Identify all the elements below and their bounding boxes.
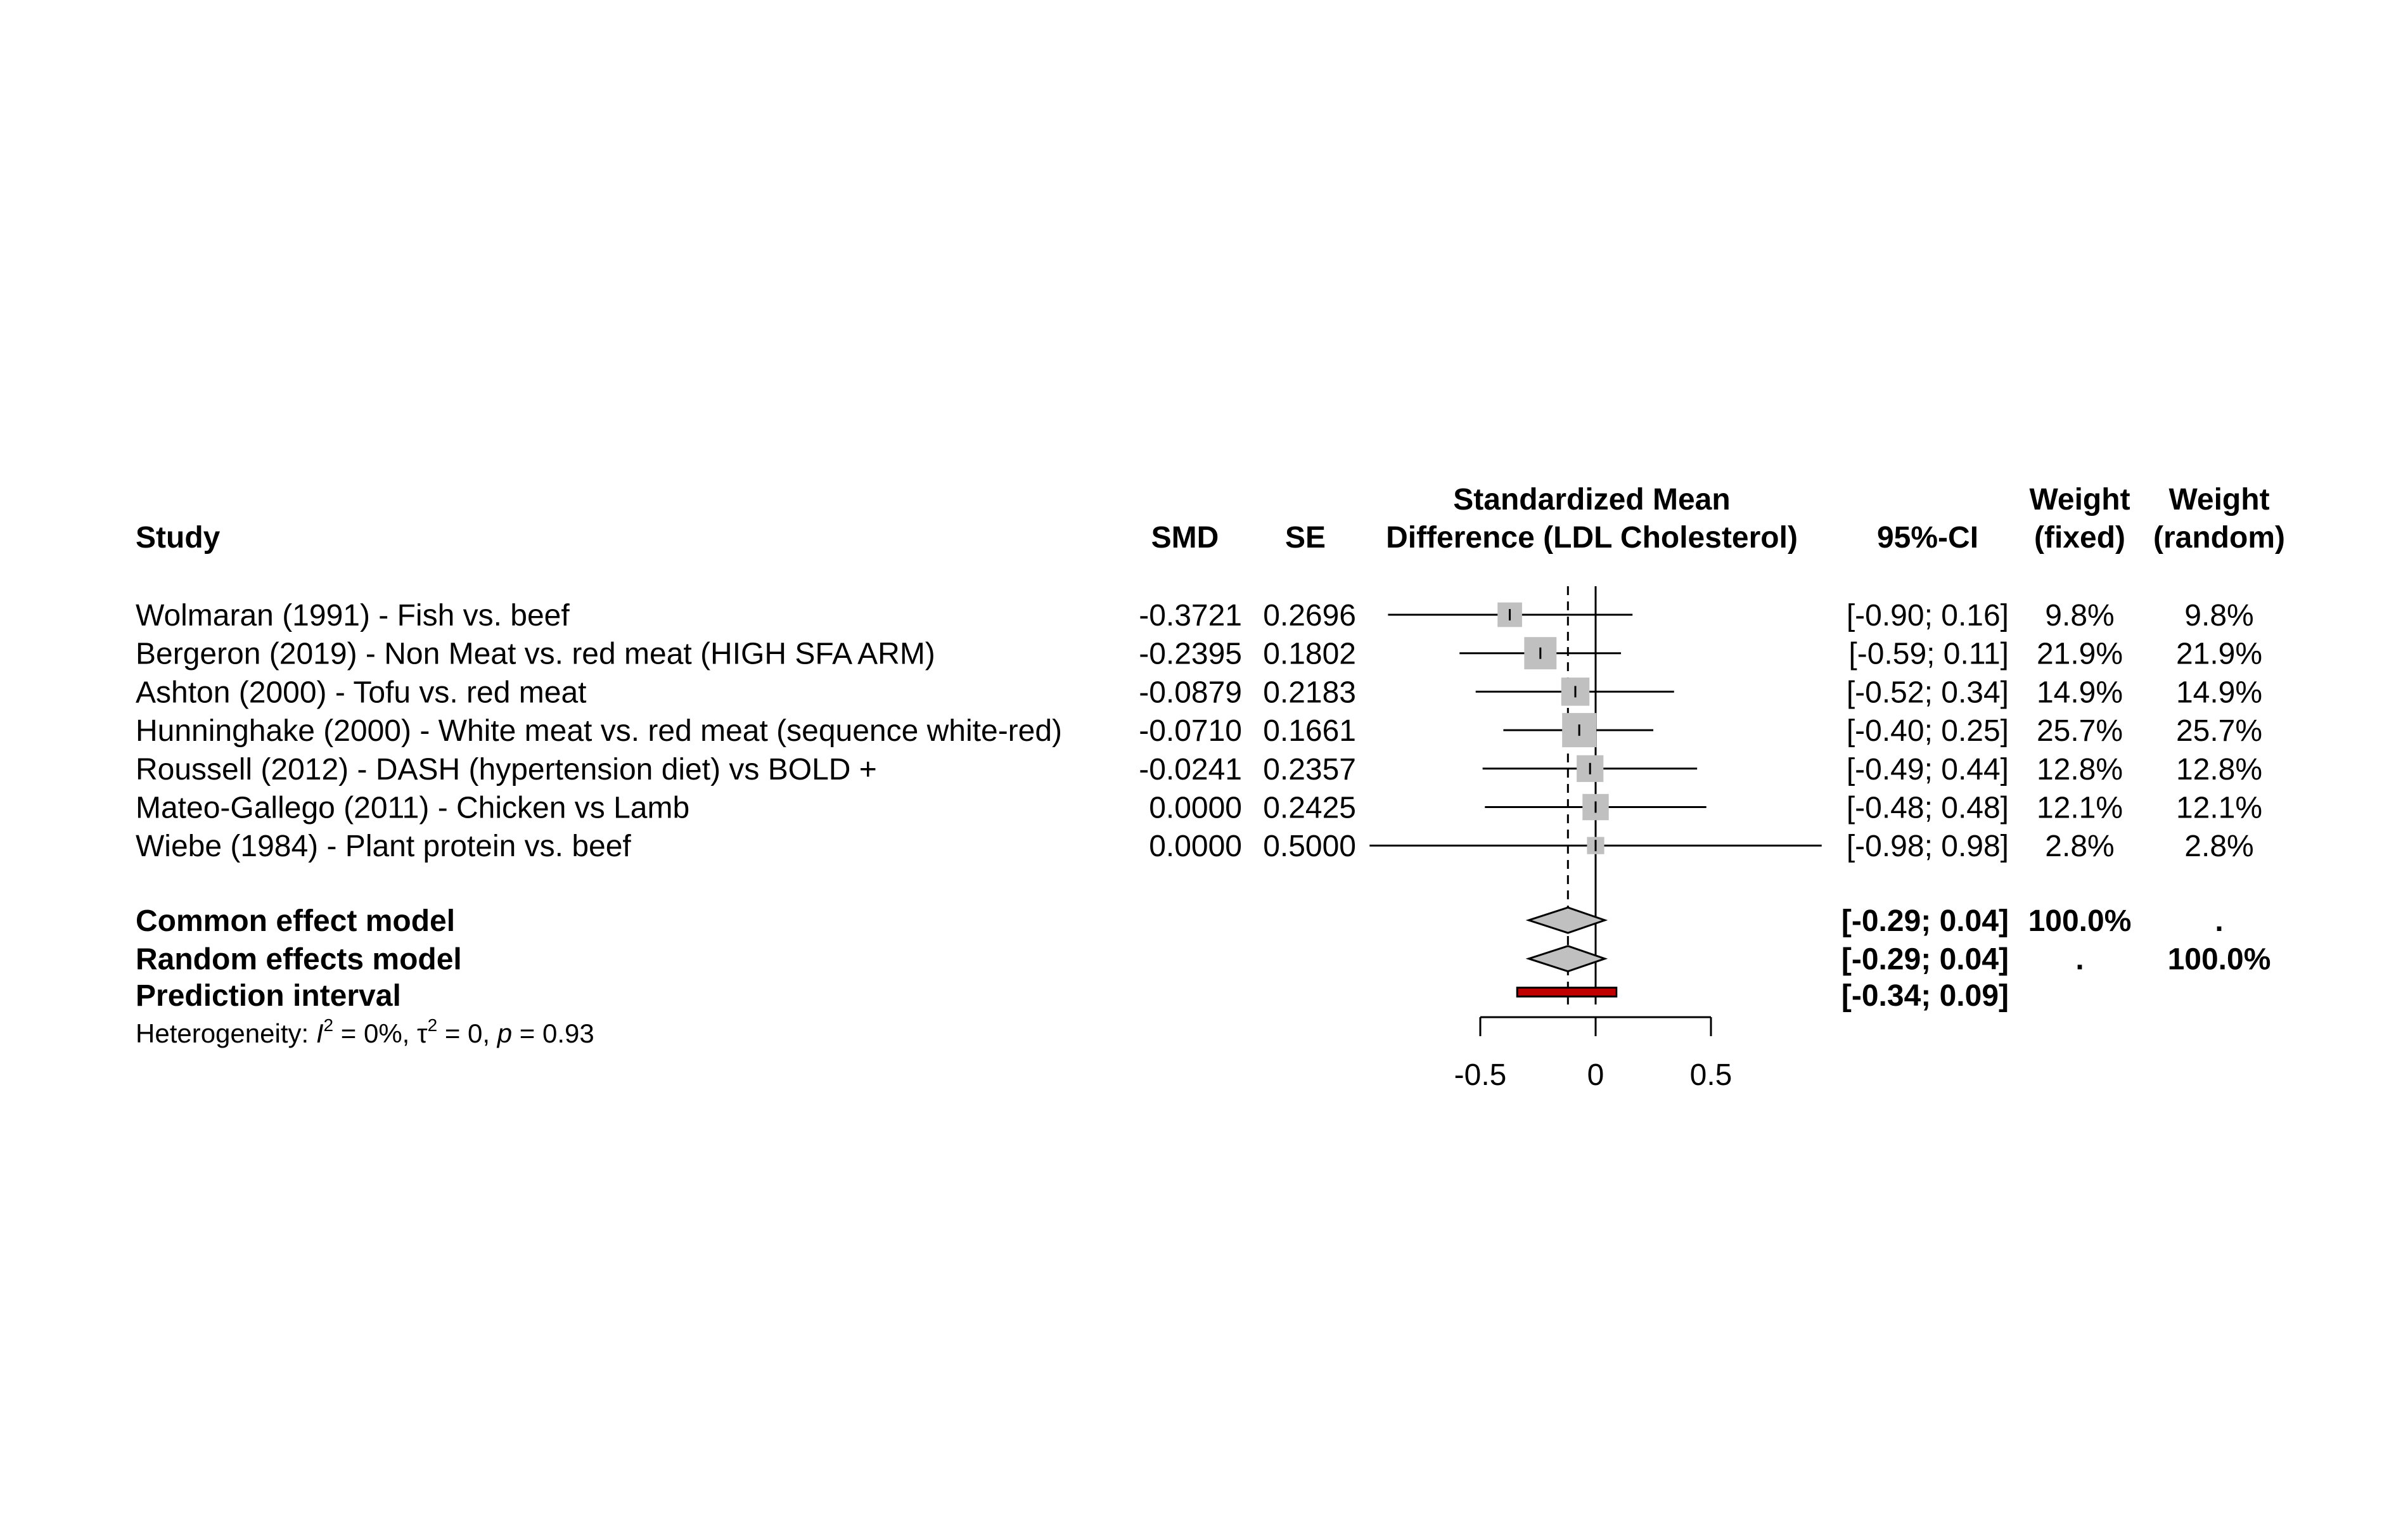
summary-ci: [-0.29; 0.04]	[1841, 942, 2009, 977]
heterogeneity-text: Heterogeneity: $I^2 = 0\%$, $\tau^2 = 0$, p = 0.93	[136, 1015, 594, 1048]
x-axis	[1454, 1017, 1732, 1092]
prediction-row	[136, 979, 2009, 1013]
prediction-bar	[1517, 987, 1617, 996]
study-ci: [-0.40; 0.25]	[1846, 714, 2009, 748]
study-weight-random: 21.9%	[2175, 637, 2263, 671]
prediction-label: Prediction interval	[136, 979, 401, 1013]
study-ci: [-0.98; 0.98]	[1846, 830, 2009, 864]
header-smd: SMD	[1151, 521, 1219, 555]
study-weight-fixed: 14.9%	[2036, 676, 2123, 710]
study-label: Hunninghake (2000) - White meat vs. red meat (sequence white-red)	[136, 714, 1063, 748]
summary-rows	[136, 904, 2270, 977]
header-weight-fixed-line2: (fixed)	[2034, 521, 2125, 555]
header-se: SE	[1284, 521, 1326, 555]
study-label: Ashton (2000) - Tofu vs. red meat	[136, 676, 587, 710]
plot-panel	[1369, 586, 1821, 1004]
header-study: Study	[136, 521, 221, 555]
study-label: Bergeron (2019) - Non Meat vs. red meat (HIGH SFA ARM)	[136, 637, 935, 671]
study-se: 0.1661	[1263, 714, 1356, 748]
x-axis-tick-label: -0.5	[1454, 1058, 1507, 1092]
summary-ci: [-0.29; 0.04]	[1841, 904, 2009, 938]
study-weight-random: 9.8%	[2184, 599, 2254, 632]
study-smd: -0.0879	[1139, 676, 1242, 710]
study-weight-random: 12.8%	[2175, 752, 2263, 786]
header-effect-line2: Difference (LDL Cholesterol)	[1386, 521, 1798, 555]
study-label: Roussell (2012) - DASH (hypertension diet) vs BOLD +	[136, 752, 877, 786]
study-ci: [-0.52; 0.34]	[1846, 676, 2009, 710]
study-label: Wiebe (1984) - Plant protein vs. beef	[136, 830, 631, 864]
study-weight-fixed: 12.1%	[2036, 791, 2123, 825]
study-smd: -0.0710	[1139, 714, 1242, 748]
study-se: 0.1802	[1263, 637, 1356, 671]
study-weight-random: 12.1%	[2175, 791, 2263, 825]
study-weight-fixed: 9.8%	[2045, 599, 2115, 632]
study-smd: 0.0000	[1149, 830, 1242, 864]
study-weight-fixed: 25.7%	[2036, 714, 2123, 748]
header-weight-fixed-line1: Weight	[2029, 483, 2130, 517]
summary-diamond	[1528, 908, 1604, 933]
header-weight-random-line2: (random)	[2153, 521, 2285, 555]
study-weight-random: 25.7%	[2175, 714, 2263, 748]
study-se: 0.2183	[1263, 676, 1356, 710]
study-ci: [-0.90; 0.16]	[1846, 599, 2009, 632]
prediction-ci: [-0.34; 0.09]	[1841, 979, 2009, 1013]
study-se: 0.5000	[1263, 830, 1356, 864]
summary-weight-random: .	[2215, 904, 2224, 938]
header-ci: 95%-CI	[1876, 521, 1979, 555]
header-effect-line1: Standardized Mean	[1453, 483, 1731, 517]
x-axis-tick-label: 0.5	[1689, 1058, 1732, 1092]
study-weight-fixed: 12.8%	[2036, 752, 2123, 786]
study-weight-random: 14.9%	[2175, 676, 2263, 710]
summary-weight-fixed: .	[2075, 942, 2084, 977]
study-ci: [-0.49; 0.44]	[1846, 752, 2009, 786]
study-rows	[136, 599, 2262, 863]
study-weight-fixed: 2.8%	[2045, 830, 2115, 864]
summary-label: Random effects model	[136, 942, 462, 977]
study-label: Mateo-Gallego (2011) - Chicken vs Lamb	[136, 791, 690, 825]
study-se: 0.2696	[1263, 599, 1356, 632]
summary-diamond	[1528, 946, 1604, 972]
study-weight-random: 2.8%	[2184, 830, 2254, 864]
study-se: 0.2357	[1263, 752, 1356, 786]
study-ci: [-0.59; 0.11]	[1848, 637, 2009, 671]
x-axis-tick-label: 0	[1587, 1058, 1604, 1092]
study-se: 0.2425	[1263, 791, 1356, 825]
study-smd: 0.0000	[1149, 791, 1242, 825]
study-smd: -0.3721	[1139, 599, 1242, 632]
study-smd: -0.0241	[1139, 752, 1242, 786]
summary-label: Common effect model	[136, 904, 456, 938]
study-smd: -0.2395	[1139, 637, 1242, 671]
column-headers	[136, 483, 2285, 555]
summary-weight-random: 100.0%	[2167, 942, 2271, 977]
study-weight-fixed: 21.9%	[2036, 637, 2123, 671]
summary-weight-fixed: 100.0%	[2028, 904, 2132, 938]
study-ci: [-0.48; 0.48]	[1846, 791, 2009, 825]
study-label: Wolmaran (1991) - Fish vs. beef	[136, 599, 570, 632]
header-weight-random-line1: Weight	[2168, 483, 2270, 517]
